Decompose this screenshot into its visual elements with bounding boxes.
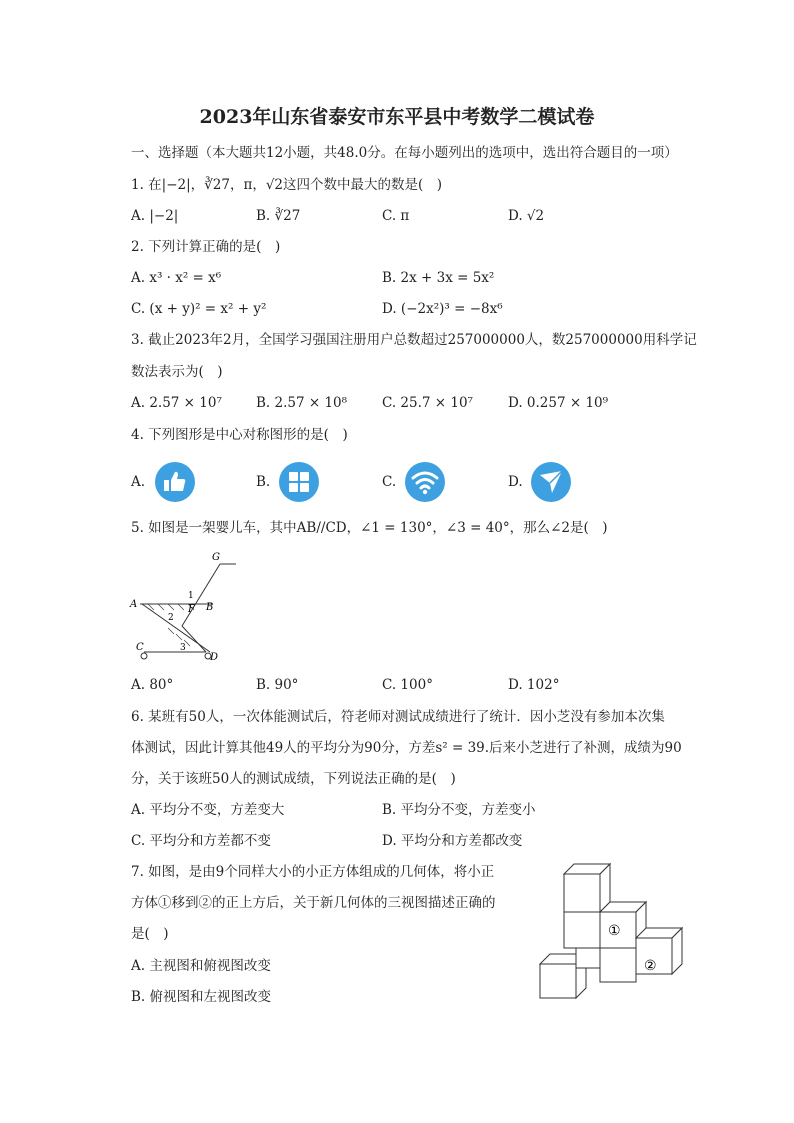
q6-stem-line3: 分，关于该班50人的测试成绩，下列说法正确的是( ) <box>131 771 456 787</box>
label-d: D <box>210 652 219 663</box>
q3-stem-line2: 数法表示为( ) <box>131 364 223 380</box>
q7-option-a[interactable]: A. 主视图和俯视图改变 <box>131 958 271 974</box>
q5-stem: 5. 如图是一架婴儿车，其中AB//CD，∠1 = 130°，∠3 = 40°，那么∠2是( ) <box>131 520 608 536</box>
q4-option-a[interactable]: A. <box>131 474 146 490</box>
q5-option-d[interactable]: D. 102° <box>508 677 560 693</box>
angle-label-3: 3 <box>180 643 186 653</box>
q3-option-b[interactable]: B. 2.57 × 10⁸ <box>256 395 348 411</box>
q2-option-a[interactable]: A. x³ · x² = x⁶ <box>131 270 222 286</box>
q2-option-d[interactable]: D. (−2x²)³ = −8x⁶ <box>382 301 503 317</box>
baby-stroller-figure <box>128 548 240 668</box>
label-g: G <box>212 552 220 563</box>
q7-stem-line1: 7. 如图，是由9个同样大小的小正方体组成的几何体，将小正 <box>131 864 495 880</box>
q1-option-b[interactable]: B. ∛27 <box>256 208 301 224</box>
section-header: 一、选择题（本大题共12小题，共48.0分。在每小题列出的选项中，选出符合题目的一项） <box>131 145 678 161</box>
q7-stem-line2: 方体①移到②的正上方后，关于新几何体的三视图描述正确的 <box>131 895 496 911</box>
q4-option-c[interactable]: C. <box>382 474 397 490</box>
q6-stem-line2: 体测试，因此计算其他49人的平均分为90分，方差s² = 39.后来小芝进行了补测，成绩为90 <box>131 740 682 756</box>
q6-option-c[interactable]: C. 平均分和方差都不变 <box>131 833 271 849</box>
q3-stem-line1: 3. 截止2023年2月，全国学习强国注册用户总数超过257000000人，数257000000用科学记 <box>131 332 697 348</box>
q2-option-b[interactable]: B. 2x + 3x = 5x² <box>382 270 495 286</box>
label-f: F <box>188 604 195 615</box>
wifi-icon <box>404 461 446 503</box>
q3-option-c[interactable]: C. 25.7 × 10⁷ <box>382 395 473 411</box>
q6-stem-line1: 6. 某班有50人，一次体能测试后，符老师对测试成绩进行了统计．因小芝没有参加本次集 <box>131 709 665 725</box>
q5-option-b[interactable]: B. 90° <box>256 677 299 693</box>
windows-grid-icon <box>278 461 320 503</box>
label-a: A <box>130 599 138 610</box>
q2-stem: 2. 下列计算正确的是( ) <box>131 239 281 255</box>
q3-option-a[interactable]: A. 2.57 × 10⁷ <box>131 395 222 411</box>
q1-option-a[interactable]: A. |−2| <box>131 208 179 224</box>
q7-stem-line3: 是( ) <box>131 926 169 942</box>
q1-stem: 1. 在|−2|，∛27，π，√2这四个数中最大的数是( ) <box>131 177 443 193</box>
q5-option-a[interactable]: A. 80° <box>131 677 174 693</box>
q7-option-b[interactable]: B. 俯视图和左视图改变 <box>131 989 272 1005</box>
q4-option-d[interactable]: D. <box>508 474 523 490</box>
q6-option-a[interactable]: A. 平均分不变，方差变大 <box>131 802 285 818</box>
angle-label-2: 2 <box>168 613 174 623</box>
cubes-figure <box>536 860 696 1002</box>
cube-label-1: ① <box>608 923 621 939</box>
page-title: 2023年山东省泰安市东平县中考数学二模试卷 <box>199 106 595 128</box>
q2-option-c[interactable]: C. (x + y)² = x² + y² <box>131 301 267 317</box>
q1-option-c[interactable]: C. π <box>382 208 410 224</box>
q4-stem: 4. 下列图形是中心对称图形的是( ) <box>131 427 348 443</box>
q4-option-b[interactable]: B. <box>256 474 271 490</box>
q1-option-d[interactable]: D. √2 <box>508 208 545 224</box>
q6-option-d[interactable]: D. 平均分和方差都改变 <box>382 833 523 849</box>
q5-option-c[interactable]: C. 100° <box>382 677 433 693</box>
q6-option-b[interactable]: B. 平均分不变，方差变小 <box>382 802 536 818</box>
angle-label-1: 1 <box>188 591 194 601</box>
cube-label-2: ② <box>644 958 657 974</box>
thumbs-up-icon <box>154 461 196 503</box>
paper-plane-icon <box>530 461 572 503</box>
label-c: C <box>136 642 144 653</box>
q3-option-d[interactable]: D. 0.257 × 10⁹ <box>508 395 609 411</box>
label-b: B <box>206 602 214 613</box>
